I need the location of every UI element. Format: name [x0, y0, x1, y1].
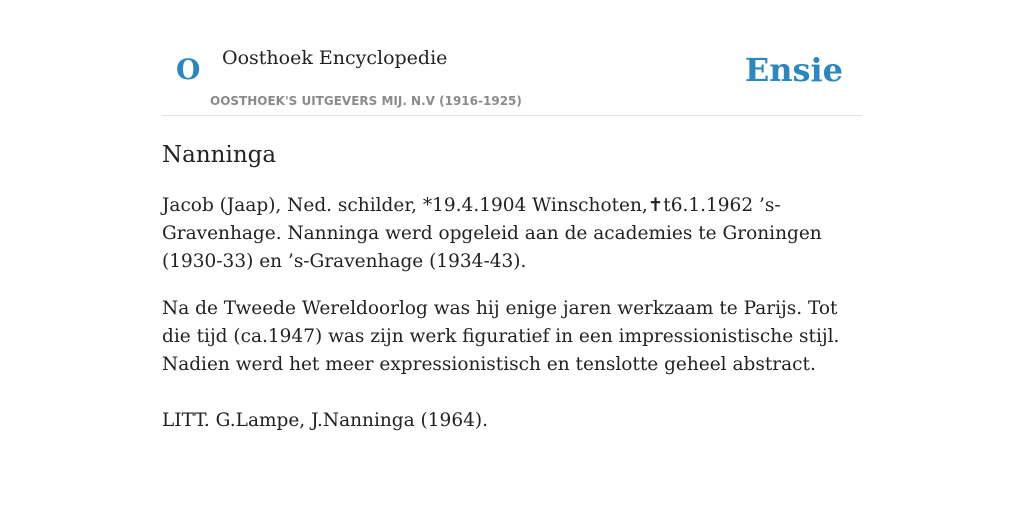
logo-icon[interactable]: O — [176, 53, 201, 86]
site-title[interactable]: Oosthoek Encyclopedie — [222, 47, 448, 69]
site-header — [162, 0, 862, 116]
brand-logo[interactable]: Ensie — [744, 51, 843, 89]
publisher-label: OOSTHOEK'S UITGEVERS MIJ. N.V (1916-1925) — [210, 94, 522, 108]
article-references: LITT. G.Lampe, J.Nanninga (1964). — [162, 410, 488, 431]
article-paragraph: Na de Tweede Wereldoorlog was hij enige jaren werkzaam te Parijs. Tot die tijd (ca.1947) was zijn werk figuratief in een impressionistische stijl. Nadien werd het meer expressionistisch en tenslotte geheel abstract. — [162, 298, 840, 375]
page-content — [162, 0, 862, 512]
article-paragraph: Jacob (Jaap), Ned. schilder, *19.4.1904 Winschoten,✝t6.1.1962 ’s-Gravenhage. Nanninga werd opgeleid aan de academies te Groningen (1930-33) en ’s-Gravenhage (1934-43). — [162, 195, 822, 272]
article-headword: Nanninga — [162, 142, 277, 168]
